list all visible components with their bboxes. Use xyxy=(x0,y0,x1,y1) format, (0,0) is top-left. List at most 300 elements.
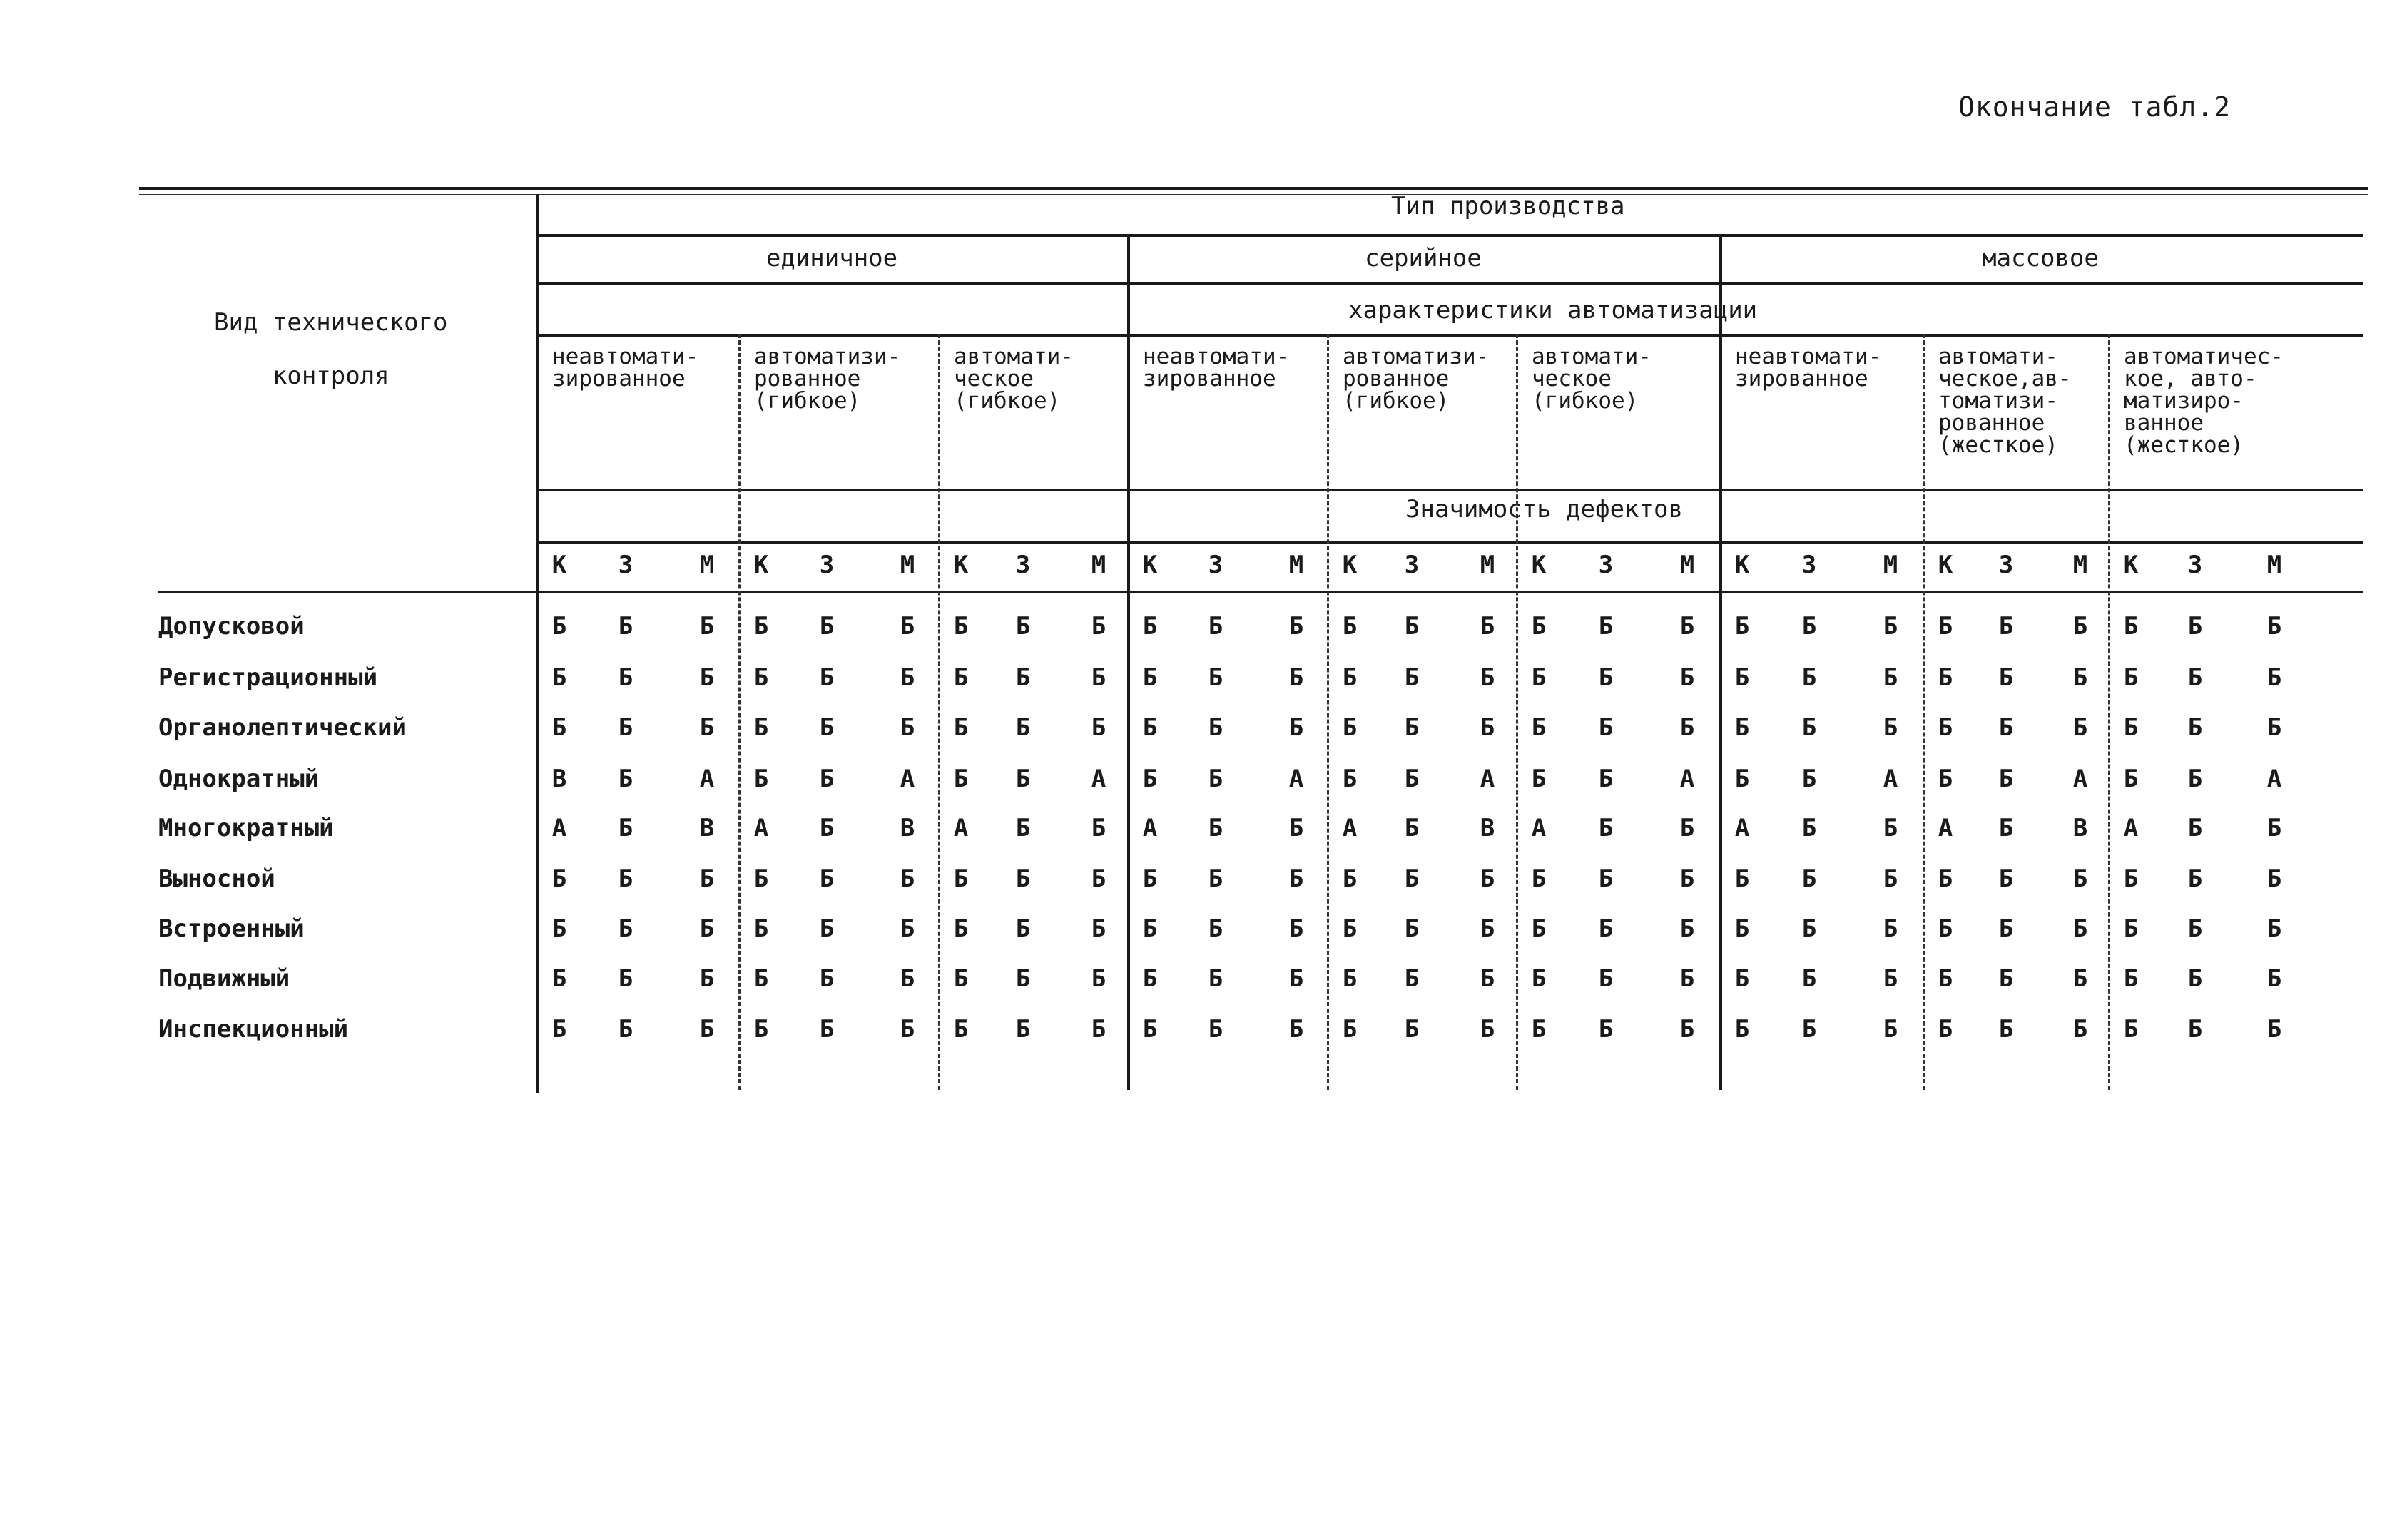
defect-col-к: К xyxy=(2123,551,2139,579)
table-cell: Б xyxy=(618,814,633,842)
defect-col-к: К xyxy=(753,551,769,579)
table-cell: Б xyxy=(1342,914,1358,943)
table-cell: Б xyxy=(2266,1015,2282,1044)
table-cell: Б xyxy=(1091,814,1106,842)
table-cell: В xyxy=(551,765,567,793)
table-cell: Б xyxy=(1734,765,1750,793)
table-cell: Б xyxy=(953,663,969,692)
table-cell: Б xyxy=(1801,663,1817,692)
row-label: Регистрационный xyxy=(158,663,378,692)
table-cell: Б xyxy=(2187,713,2203,742)
table-cell: Б xyxy=(699,914,715,943)
table-cell: Б xyxy=(1208,663,1223,692)
table-cell: Б xyxy=(1679,814,1695,842)
table-cell: Б xyxy=(753,914,769,943)
table-cell: Б xyxy=(1801,814,1817,842)
table-caption: Окончание табл.2 xyxy=(1958,91,2232,123)
table-cell: Б xyxy=(1480,964,1495,993)
table-cell: В xyxy=(900,814,915,842)
table-cell: Б xyxy=(1801,914,1817,943)
table-cell: Б xyxy=(551,914,567,943)
table-cell: Б xyxy=(1883,1015,1898,1044)
automation-type-8: автомати- ческое,ав- томатизи- рованное (жесткое) xyxy=(1938,344,2072,458)
table-cell: Б xyxy=(1531,612,1547,641)
table-cell: В xyxy=(2072,814,2088,842)
table-cell: Б xyxy=(2187,865,2203,893)
table-cell: А xyxy=(953,814,969,842)
table-cell: Б xyxy=(2072,964,2088,993)
table-cell: Б xyxy=(2187,914,2203,943)
defect-col-к: К xyxy=(953,551,969,579)
divider-group-1 xyxy=(1127,234,1130,1090)
table-cell: Б xyxy=(1208,964,1223,993)
table-cell: Б xyxy=(1598,663,1614,692)
row-label: Допусковой xyxy=(158,612,305,641)
table-cell: А xyxy=(699,765,715,793)
table-cell: Б xyxy=(1142,964,1158,993)
table-cell: Б xyxy=(1091,663,1106,692)
table-cell: Б xyxy=(819,814,835,842)
rule-under-groups xyxy=(536,282,2363,285)
rule-under-automation-types xyxy=(536,489,2363,491)
defect-col-к: К xyxy=(1734,551,1750,579)
table-cell: В xyxy=(699,814,715,842)
table-cell: Б xyxy=(1531,663,1547,692)
table-cell: Б xyxy=(1142,865,1158,893)
defect-col-м: М xyxy=(1679,551,1695,579)
table-cell: Б xyxy=(551,865,567,893)
table-cell: А xyxy=(1531,814,1547,842)
table-cell: Б xyxy=(618,964,633,993)
table-cell: Б xyxy=(1598,914,1614,943)
table-cell: Б xyxy=(1142,1015,1158,1044)
row-label: Многократный xyxy=(158,814,334,842)
table-cell: Б xyxy=(753,765,769,793)
table-cell: Б xyxy=(1342,663,1358,692)
subdivider-7 xyxy=(1923,334,1925,1090)
table-cell: Б xyxy=(1734,865,1750,893)
table-cell: Б xyxy=(1342,765,1358,793)
defects-title: Значимость дефектов xyxy=(1405,495,1683,524)
defect-col-м: М xyxy=(1091,551,1106,579)
table-cell: Б xyxy=(1679,612,1695,641)
table-cell: Б xyxy=(1208,865,1223,893)
table-cell: Б xyxy=(1288,865,1304,893)
table-cell: А xyxy=(900,765,915,793)
table-cell: Б xyxy=(1998,612,2014,641)
table-cell: Б xyxy=(1480,612,1495,641)
table-cell: Б xyxy=(551,964,567,993)
defect-col-к: К xyxy=(1142,551,1158,579)
table-cell: Б xyxy=(2266,914,2282,943)
table-cell: Б xyxy=(1679,964,1695,993)
table-cell: Б xyxy=(1883,914,1898,943)
table-cell: Б xyxy=(819,914,835,943)
table-cell: Б xyxy=(1734,914,1750,943)
table-cell: Б xyxy=(1598,814,1614,842)
defect-col-з: З xyxy=(819,551,835,579)
subdivider-4 xyxy=(1327,334,1329,1090)
table-cell: Б xyxy=(753,713,769,742)
production-group-1: единичное xyxy=(765,244,898,272)
table-cell: Б xyxy=(618,612,633,641)
rule-under-kzm xyxy=(158,591,2363,593)
subdivider-1 xyxy=(738,334,741,1090)
row-label: Выносной xyxy=(158,865,275,893)
table-cell: Б xyxy=(2072,1015,2088,1044)
table-cell: Б xyxy=(819,612,835,641)
table-cell: А xyxy=(1938,814,1953,842)
table-cell: Б xyxy=(2072,914,2088,943)
table-cell: Б xyxy=(1938,765,1953,793)
table-cell: Б xyxy=(1938,865,1953,893)
table-cell: Б xyxy=(1801,612,1817,641)
table-cell: Б xyxy=(1015,964,1031,993)
table-cell: Б xyxy=(1404,612,1420,641)
table-cell: Б xyxy=(819,1015,835,1044)
table-cell: Б xyxy=(819,663,835,692)
table-cell: Б xyxy=(1531,765,1547,793)
table-cell: Б xyxy=(1598,1015,1614,1044)
automation-type-3: автомати- ческое (гибкое) xyxy=(954,344,1074,414)
table-cell: Б xyxy=(1598,765,1614,793)
defect-col-з: З xyxy=(1404,551,1420,579)
table-cell: Б xyxy=(2187,663,2203,692)
table-cell: Б xyxy=(900,865,915,893)
table-cell: Б xyxy=(753,663,769,692)
table-cell: Б xyxy=(618,914,633,943)
table-cell: А xyxy=(1679,765,1695,793)
table-cell: Б xyxy=(1938,914,1953,943)
table-cell: Б xyxy=(1598,964,1614,993)
defect-col-к: К xyxy=(551,551,567,579)
automation-type-2: автоматизи- рованное (гибкое) xyxy=(754,344,901,414)
automation-type-4: неавтомати- зированное xyxy=(1143,344,1290,392)
table-cell: Б xyxy=(2187,814,2203,842)
defect-col-з: З xyxy=(1015,551,1031,579)
table-cell: Б xyxy=(1208,914,1223,943)
table-cell: Б xyxy=(1598,713,1614,742)
table-cell: Б xyxy=(2072,663,2088,692)
table-cell: Б xyxy=(1342,713,1358,742)
table-cell: Б xyxy=(2266,865,2282,893)
table-cell: А xyxy=(1091,765,1106,793)
table-cell: Б xyxy=(1288,914,1304,943)
table-cell: Б xyxy=(618,713,633,742)
defect-col-м: М xyxy=(2266,551,2282,579)
table-cell: А xyxy=(1288,765,1304,793)
table-cell: Б xyxy=(900,964,915,993)
table-cell: Б xyxy=(2266,814,2282,842)
table-cell: Б xyxy=(1142,914,1158,943)
table-cell: Б xyxy=(1404,814,1420,842)
table-cell: Б xyxy=(1208,713,1223,742)
table-cell: Б xyxy=(1015,713,1031,742)
table-cell: Б xyxy=(1998,765,2014,793)
row-label: Органолептический xyxy=(158,713,407,742)
table-cell: Б xyxy=(1142,612,1158,641)
table-cell: Б xyxy=(2123,964,2139,993)
table-cell: Б xyxy=(551,713,567,742)
defect-col-з: З xyxy=(2187,551,2203,579)
table-cell: Б xyxy=(1883,964,1898,993)
table-cell: Б xyxy=(1091,964,1106,993)
table-cell: Б xyxy=(1342,865,1358,893)
table-cell: Б xyxy=(1015,865,1031,893)
table-cell: Б xyxy=(1342,964,1358,993)
table-cell: Б xyxy=(1404,865,1420,893)
defect-col-м: М xyxy=(1883,551,1898,579)
table-cell: Б xyxy=(618,765,633,793)
automation-type-6: автомати- ческое (гибкое) xyxy=(1532,344,1652,414)
table-cell: Б xyxy=(1734,713,1750,742)
defect-col-к: К xyxy=(1938,551,1953,579)
subdivider-8 xyxy=(2108,334,2110,1090)
table-cell: Б xyxy=(819,765,835,793)
table-cell: Б xyxy=(1938,713,1953,742)
table-cell: Б xyxy=(819,713,835,742)
defect-col-з: З xyxy=(1801,551,1817,579)
automation-type-9: автоматичес- кое, авто- матизиро- ванное (жесткое) xyxy=(2124,344,2284,458)
table-cell: Б xyxy=(753,1015,769,1044)
table-cell: Б xyxy=(1015,814,1031,842)
table-cell: Б xyxy=(1531,713,1547,742)
table-cell: Б xyxy=(1679,914,1695,943)
table-cell: Б xyxy=(953,964,969,993)
table-cell: А xyxy=(1480,765,1495,793)
table-cell: Б xyxy=(1404,964,1420,993)
production-type-header: Тип производства xyxy=(1391,192,1625,220)
table-cell: Б xyxy=(1404,765,1420,793)
subdivider-2 xyxy=(938,334,940,1090)
table-cell: А xyxy=(2266,765,2282,793)
table-cell: Б xyxy=(2123,713,2139,742)
table-cell: Б xyxy=(1404,914,1420,943)
table-cell: Б xyxy=(1938,663,1953,692)
rule-under-production xyxy=(536,234,2363,237)
table-cell: Б xyxy=(900,914,915,943)
table-cell: Б xyxy=(900,612,915,641)
table-cell: Б xyxy=(1208,1015,1223,1044)
automation-type-5: автоматизи- рованное (гибкое) xyxy=(1343,344,1490,414)
table-cell: А xyxy=(1734,814,1750,842)
row-header: Вид технического контроля xyxy=(214,308,448,390)
table-cell: В xyxy=(1480,814,1495,842)
table-cell: Б xyxy=(953,713,969,742)
table-cell: Б xyxy=(1938,612,1953,641)
table-cell: Б xyxy=(1679,663,1695,692)
table-cell: Б xyxy=(699,1015,715,1044)
table-cell: Б xyxy=(1091,865,1106,893)
table-cell: Б xyxy=(1015,914,1031,943)
table-cell: Б xyxy=(699,964,715,993)
table-cell: Б xyxy=(1480,914,1495,943)
automation-type-1: неавтомати- зированное xyxy=(552,344,699,392)
table-cell: Б xyxy=(1734,1015,1750,1044)
table-cell: Б xyxy=(2187,765,2203,793)
divider-group-2 xyxy=(1719,234,1722,1090)
table-cell: Б xyxy=(2187,1015,2203,1044)
table-cell: Б xyxy=(699,612,715,641)
table-cell: Б xyxy=(953,612,969,641)
table-cell: Б xyxy=(1288,964,1304,993)
table-cell: Б xyxy=(1998,914,2014,943)
table-cell: А xyxy=(1883,765,1898,793)
table-cell: Б xyxy=(1142,765,1158,793)
table-cell: Б xyxy=(1142,663,1158,692)
table-cell: А xyxy=(551,814,567,842)
table-cell: Б xyxy=(551,663,567,692)
table-cell: Б xyxy=(2266,612,2282,641)
table-cell: Б xyxy=(953,1015,969,1044)
table-cell: Б xyxy=(1938,1015,1953,1044)
table-cell: Б xyxy=(1531,914,1547,943)
table-cell: Б xyxy=(618,1015,633,1044)
defect-col-з: З xyxy=(1598,551,1614,579)
defect-col-к: К xyxy=(1342,551,1358,579)
table-cell: Б xyxy=(2123,765,2139,793)
table-cell: Б xyxy=(2123,1015,2139,1044)
defect-col-м: М xyxy=(699,551,715,579)
table-cell: Б xyxy=(2123,914,2139,943)
table-cell: Б xyxy=(1404,1015,1420,1044)
table-cell: Б xyxy=(1801,865,1817,893)
table-cell: Б xyxy=(1015,663,1031,692)
defect-col-к: К xyxy=(1531,551,1547,579)
table-cell: Б xyxy=(699,713,715,742)
table-cell: Б xyxy=(1531,964,1547,993)
table-cell: Б xyxy=(1883,865,1898,893)
table-cell: Б xyxy=(819,964,835,993)
table-cell: Б xyxy=(953,914,969,943)
table-cell: Б xyxy=(1091,914,1106,943)
table-cell: Б xyxy=(1801,765,1817,793)
table-cell: Б xyxy=(1480,865,1495,893)
table-cell: Б xyxy=(1998,713,2014,742)
table-cell: Б xyxy=(1801,1015,1817,1044)
table-cell: Б xyxy=(1480,713,1495,742)
table-cell: Б xyxy=(1091,612,1106,641)
table-cell: Б xyxy=(1288,663,1304,692)
table-cell: Б xyxy=(551,612,567,641)
table-cell: Б xyxy=(1801,964,1817,993)
table-cell: Б xyxy=(2266,713,2282,742)
table-cell: Б xyxy=(1208,814,1223,842)
table-cell: Б xyxy=(618,663,633,692)
table-cell: А xyxy=(1142,814,1158,842)
row-label: Инспекционный xyxy=(158,1015,349,1044)
table-cell: Б xyxy=(1015,1015,1031,1044)
table-cell: Б xyxy=(1208,612,1223,641)
table-cell: Б xyxy=(1288,612,1304,641)
table-cell: Б xyxy=(953,865,969,893)
table-cell: Б xyxy=(2072,612,2088,641)
defect-col-м: М xyxy=(900,551,915,579)
defect-col-м: М xyxy=(1288,551,1304,579)
table-cell: Б xyxy=(1734,612,1750,641)
table-cell: Б xyxy=(699,865,715,893)
table-cell: Б xyxy=(2266,964,2282,993)
table-cell: Б xyxy=(1404,713,1420,742)
defect-col-м: М xyxy=(1480,551,1495,579)
table-cell: Б xyxy=(753,964,769,993)
table-cell: Б xyxy=(1288,814,1304,842)
defect-col-м: М xyxy=(2072,551,2088,579)
table-cell: Б xyxy=(1480,663,1495,692)
table-cell: Б xyxy=(1531,865,1547,893)
automation-type-7: неавтомати- зированное xyxy=(1735,344,1882,392)
table-cell: Б xyxy=(1998,1015,2014,1044)
table-cell: Б xyxy=(2187,612,2203,641)
table-cell: Б xyxy=(1531,1015,1547,1044)
table-cell: Б xyxy=(819,865,835,893)
defect-col-з: З xyxy=(1208,551,1223,579)
table-cell: Б xyxy=(1883,713,1898,742)
table-cell: Б xyxy=(1208,765,1223,793)
table-cell: Б xyxy=(2123,612,2139,641)
table-cell: Б xyxy=(1801,713,1817,742)
table-cell: Б xyxy=(1480,1015,1495,1044)
table-cell: Б xyxy=(699,663,715,692)
row-label: Встроенный xyxy=(158,914,305,943)
table-cell: Б xyxy=(900,1015,915,1044)
table-cell: Б xyxy=(1342,1015,1358,1044)
table-cell: А xyxy=(2072,765,2088,793)
production-group-2: серийное xyxy=(1365,244,1482,272)
table-cell: Б xyxy=(1734,964,1750,993)
table-cell: Б xyxy=(2266,663,2282,692)
defect-col-з: З xyxy=(1998,551,2014,579)
table-cell: Б xyxy=(2123,663,2139,692)
table-cell: А xyxy=(2123,814,2139,842)
table-cell: Б xyxy=(953,765,969,793)
rule-under-defects-title xyxy=(536,541,2363,544)
table-cell: Б xyxy=(1679,713,1695,742)
table-cell: Б xyxy=(1998,964,2014,993)
table-cell: Б xyxy=(1598,612,1614,641)
table-cell: Б xyxy=(2072,865,2088,893)
table-cell: Б xyxy=(1404,663,1420,692)
table-cell: Б xyxy=(1998,865,2014,893)
table-cell: Б xyxy=(1288,1015,1304,1044)
table-cell: Б xyxy=(1679,865,1695,893)
table-cell: Б xyxy=(753,612,769,641)
table-cell: Б xyxy=(1998,663,2014,692)
table-cell: Б xyxy=(1091,713,1106,742)
rule-under-automation-title xyxy=(536,334,2363,337)
table-cell: А xyxy=(753,814,769,842)
table-cell: Б xyxy=(1883,663,1898,692)
row-label: Однократный xyxy=(158,765,320,793)
table-cell: Б xyxy=(2072,713,2088,742)
production-group-3: массовое xyxy=(1982,244,2099,272)
table-cell: Б xyxy=(1598,865,1614,893)
table-cell: Б xyxy=(1883,612,1898,641)
table-cell: Б xyxy=(1938,964,1953,993)
table-cell: Б xyxy=(900,663,915,692)
table-cell: Б xyxy=(753,865,769,893)
table-cell: Б xyxy=(1883,814,1898,842)
left-border xyxy=(536,194,539,1093)
table-cell: Б xyxy=(1679,1015,1695,1044)
table-cell: Б xyxy=(618,865,633,893)
table-cell: Б xyxy=(1342,612,1358,641)
row-label: Подвижный xyxy=(158,964,290,993)
table-cell: Б xyxy=(2187,964,2203,993)
defect-col-з: З xyxy=(618,551,633,579)
table-cell: Б xyxy=(1288,713,1304,742)
table-cell: Б xyxy=(1734,663,1750,692)
